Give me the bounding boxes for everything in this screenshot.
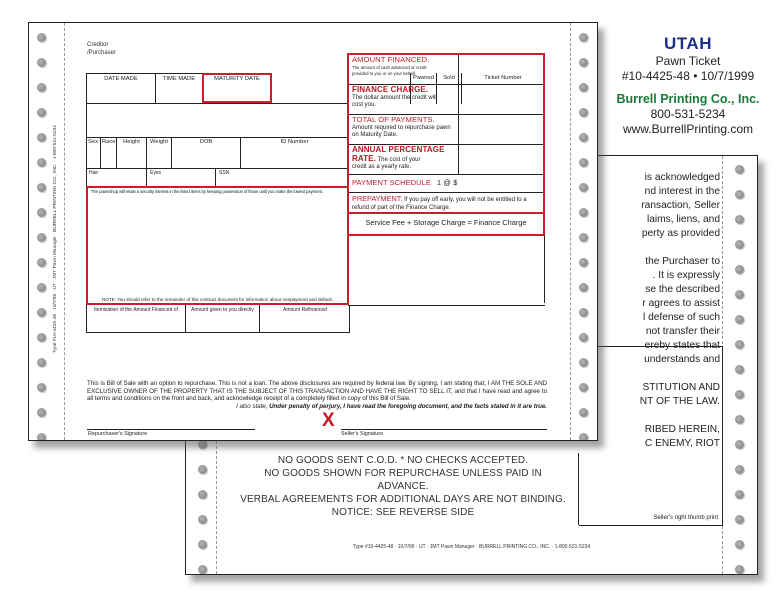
tractor-hole — [579, 183, 588, 192]
tila-disclosure-box — [347, 53, 545, 214]
security-interest-text: The pawnshop will retain a security interest in the listed items by keeping possession of those until you make the lowest payment. — [91, 189, 323, 194]
tractor-hole — [579, 233, 588, 242]
form-number-date: #10-4425-48 • 10/7/1999 — [621, 69, 755, 83]
payment-schedule-value: 1 @ $ — [436, 178, 458, 187]
back-notices — [238, 454, 568, 519]
tractor-hole — [735, 290, 744, 299]
tractor-hole — [579, 208, 588, 217]
notice-line: NO GOODS SHOWN FOR REPURCHASE UNLESS PAID IN ADVANCE. — [264, 468, 542, 492]
prepayment-row — [349, 193, 543, 216]
tractor-hole — [579, 383, 588, 392]
tractor-hole — [37, 108, 46, 117]
apr-label-cell — [349, 145, 459, 174]
name-address-field[interactable] — [86, 103, 348, 137]
creditor-label — [87, 42, 116, 57]
maturity-date-field[interactable] — [202, 73, 272, 103]
back-terms-line — [580, 241, 720, 255]
amount-financed-value[interactable] — [460, 55, 543, 84]
sex-label: Sex — [88, 139, 98, 145]
seller-signature-label: Seller's Signature — [341, 431, 384, 437]
tractor-hole — [37, 333, 46, 342]
perforation-left — [64, 23, 65, 440]
tractor-holes-right — [577, 23, 591, 440]
sex-field[interactable] — [86, 137, 101, 168]
itemization-col2-label: Amount given to you directly — [191, 307, 254, 313]
total-payments-value[interactable] — [460, 115, 543, 144]
ssn-field[interactable] — [216, 168, 348, 186]
back-terms-line: understands and — [644, 354, 720, 365]
back-terms-line: l defense of such — [642, 312, 720, 323]
tractor-hole — [37, 308, 46, 317]
eyes-field[interactable] — [147, 168, 216, 186]
amount-financed-row — [349, 55, 543, 85]
id-number-label: ID Number — [280, 139, 309, 145]
disclaimer-body: This is Bill of Sale with an option to repurchase. This is not a loan. The above disclosures are required by federal law. By signing, I am stating that, I AM THE SOLE AND EXCLUSIVE OWNER OF THE PROPERTY THAT IS THE SUBJECT OF THIS TRANSACTION AND HAVE THE RIGHT TO SELL IT, and that I have read and agree to all terms and conditions on the front and back, and acknowledge receipt of a completely filled in copy of this Bill of Sale. — [87, 380, 547, 403]
notice-line: NOTICE: SEE REVERSE SIDE — [331, 507, 475, 518]
front-sheet — [28, 22, 598, 441]
state-title: UTAH — [664, 34, 712, 53]
tractor-hole — [735, 240, 744, 249]
back-terms-line: r agrees to assist — [642, 298, 720, 309]
tractor-hole — [735, 265, 744, 274]
race-field[interactable] — [101, 137, 117, 168]
sign-here-x-mark: X — [322, 410, 335, 431]
tractor-hole — [579, 108, 588, 117]
time-made-field[interactable] — [156, 73, 202, 103]
weight-label: Weight — [150, 139, 168, 145]
tractor-hole — [198, 440, 207, 449]
tractor-hole — [735, 515, 744, 524]
tractor-hole — [37, 58, 46, 67]
back-terms-line: NT OF THE LAW. — [639, 396, 720, 407]
total-payments-label-cell — [349, 115, 459, 144]
tractor-hole — [579, 158, 588, 167]
height-label: Height — [123, 139, 140, 145]
itemization-amount-financed-field[interactable] — [87, 305, 186, 332]
perforation-right — [570, 23, 571, 440]
tractor-hole — [198, 565, 207, 574]
date-made-field[interactable] — [86, 73, 156, 103]
tractor-holes-left — [35, 23, 49, 440]
itemization-col1-label: Itemization of the Amount Financed of — [94, 307, 178, 313]
back-terms-line: not transfer their — [645, 326, 720, 337]
prepayment-text: If you pay off early, you will not be entitled to a refund of part of the Finance Charge. — [352, 197, 527, 211]
tractor-hole — [579, 408, 588, 417]
tractor-hole — [579, 333, 588, 342]
tractor-hole — [579, 58, 588, 67]
thumb-print-box[interactable] — [579, 346, 723, 526]
tractor-hole — [198, 465, 207, 474]
apr-heading: ANNUAL PERCENTAGE — [352, 145, 445, 154]
tractor-hole — [37, 358, 46, 367]
tractor-hole — [735, 190, 744, 199]
ssn-label: SSN — [219, 170, 230, 176]
amount-refinanced-field[interactable] — [260, 305, 350, 332]
prepayment-heading: PREPAYMENT: — [352, 194, 403, 203]
tractor-hole — [735, 340, 744, 349]
tractor-hole — [37, 383, 46, 392]
creditor-label-line2: /Purchaser — [87, 49, 117, 56]
back-footer: Type #10-4425-48 · 10/7/99 · UT · JMT Pawn Manager · BURRELL PRINTING CO., INC. · 1-800-531-5234 — [352, 544, 591, 550]
tractor-hole — [37, 208, 46, 217]
finance-charge-row — [349, 85, 543, 115]
nonpayment-note: NOTE: You should refer to the remainder of this contract document for information about nonpayment and default. — [101, 297, 334, 302]
amount-given-directly-field[interactable] — [186, 305, 260, 332]
tractor-hole — [579, 308, 588, 317]
pawned-label: Pawned — [413, 75, 434, 81]
back-terms-line: . It is expressly — [652, 270, 720, 281]
height-field[interactable] — [117, 137, 147, 168]
pawned-items-box[interactable] — [86, 186, 349, 305]
tractor-hole — [735, 315, 744, 324]
company-website[interactable]: www.BurrellPrinting.com — [622, 122, 754, 136]
apr-text-2: credit as a yearly rate. — [352, 163, 412, 170]
total-payments-row — [349, 115, 543, 145]
tractor-hole — [735, 365, 744, 374]
tractor-hole — [37, 258, 46, 267]
back-terms-line: the Purchaser to — [645, 256, 720, 267]
time-made-label: TIME MADE — [162, 76, 196, 82]
tractor-holes-right — [733, 156, 747, 574]
maturity-date-label: MATURITY DATE — [214, 76, 260, 82]
back-terms-line: RIBED HEREIN, — [644, 424, 720, 435]
date-made-label: DATE MADE — [104, 76, 138, 82]
apr-row — [349, 145, 543, 175]
product-name: Pawn Ticket — [655, 54, 721, 68]
company-name: Burrell Printing Co., Inc. — [616, 92, 760, 106]
race-label: Race — [102, 139, 116, 145]
dob-field[interactable] — [172, 137, 241, 168]
repurchaser-signature-label: Repurchaser's Signature — [88, 431, 148, 437]
company-phone: 800-531-5234 — [650, 107, 726, 121]
itemization-row — [86, 305, 350, 333]
repurchaser-signature-line[interactable] — [87, 429, 255, 430]
back-terms-line: ransaction, Seller — [641, 200, 720, 211]
tractor-hole — [198, 490, 207, 499]
sold-label: Sold — [443, 75, 455, 81]
tractor-hole — [37, 408, 46, 417]
tractor-hole — [735, 465, 744, 474]
notice-line: NO GOODS SENT C.O.D. * NO CHECKS ACCEPTED. — [277, 455, 529, 466]
perjury-statement — [87, 403, 547, 411]
apr-heading-rate: RATE. — [352, 153, 376, 163]
thumb-print-label: Seller's right thumb print — [653, 515, 718, 521]
tractor-hole — [37, 433, 46, 441]
tractor-hole — [579, 83, 588, 92]
tractor-hole — [37, 133, 46, 142]
amount-financed-text: The amount of cash advanced or credit provided to you or on your behalf. — [352, 64, 427, 76]
amount-financed-label-cell — [349, 55, 459, 84]
back-terms-line: laims, liens, and — [646, 214, 720, 225]
ticket-number-label: Ticket Number — [484, 75, 522, 81]
back-terms-line: C ENEMY, RIOT — [644, 438, 720, 449]
id-number-field[interactable] — [241, 137, 348, 168]
tractor-hole — [579, 33, 588, 42]
tractor-hole — [37, 33, 46, 42]
notice-line: VERBAL AGREEMENTS FOR ADDITIONAL DAYS ARE NOT BINDING. — [240, 494, 566, 505]
back-terms-line: STITUTION AND — [642, 382, 720, 393]
tractor-hole — [37, 283, 46, 292]
amount-financed-heading: AMOUNT FINANCED. — [352, 55, 430, 64]
tractor-hole — [735, 165, 744, 174]
payment-schedule-heading: PAYMENT SCHEDULE — [352, 178, 431, 187]
tractor-hole — [735, 490, 744, 499]
tractor-hole — [37, 83, 46, 92]
tractor-hole — [735, 565, 744, 574]
tractor-hole — [735, 415, 744, 424]
hair-field[interactable] — [86, 168, 147, 186]
tractor-hole — [579, 433, 588, 441]
finance-charge-text: The dollar amount the credit will cost you. — [352, 94, 437, 108]
total-payments-heading: TOTAL OF PAYMENTS. — [352, 115, 435, 124]
back-terms-line: nd interest in the — [644, 186, 720, 197]
bill-of-sale-disclaimer — [87, 380, 547, 410]
apr-value[interactable] — [460, 145, 543, 174]
weight-field[interactable] — [147, 137, 172, 168]
service-fee-formula: Service Fee + Storage Charge = Finance Charge — [347, 214, 545, 236]
itemization-col3-label: Amount Refinanced — [283, 307, 327, 313]
back-terms-line: perty as provided — [641, 228, 720, 239]
eyes-label: Eyes — [150, 170, 162, 176]
statement-prefix: I also state, — [236, 402, 268, 410]
tractor-hole — [579, 258, 588, 267]
finance-charge-value[interactable] — [460, 85, 543, 114]
back-terms-line: is acknowledged — [644, 172, 720, 183]
tractor-hole — [37, 183, 46, 192]
dob-label: DOB — [199, 139, 213, 145]
hair-label: Hair — [89, 170, 99, 176]
apr-text-1: The cost of your — [377, 156, 421, 163]
form-bottom-border — [348, 305, 545, 306]
tractor-hole — [198, 515, 207, 524]
back-terms-line: se the described — [645, 284, 720, 295]
back-terms-line: ereby states that — [644, 340, 720, 351]
tractor-hole — [579, 283, 588, 292]
finance-charge-heading: FINANCE CHARGE. — [352, 85, 429, 94]
payment-schedule-row[interactable] — [349, 175, 543, 193]
vertical-footer: Type #10-4425-48 · 10/7/99 · UT · JMT Pawn Manager · BURRELL PRINTING CO., INC. · 1-800-531-5234 — [53, 125, 58, 353]
tractor-hole — [37, 233, 46, 242]
finance-charge-label-cell — [349, 85, 459, 114]
tractor-hole — [37, 158, 46, 167]
seller-signature-line[interactable] — [341, 429, 547, 430]
tractor-hole — [735, 440, 744, 449]
statement-bold: Under penalty of perjury, I have read the foregoing document, and the facts stated in it are true. — [269, 402, 547, 410]
product-info-panel — [606, 34, 770, 137]
total-payments-text: Amount required to repurchase pawn on Maturity Date. — [352, 124, 451, 138]
tractor-hole — [735, 215, 744, 224]
tractor-hole — [579, 133, 588, 142]
creditor-label-line1: Creditor — [87, 42, 109, 48]
tractor-hole — [579, 358, 588, 367]
tractor-hole — [735, 390, 744, 399]
